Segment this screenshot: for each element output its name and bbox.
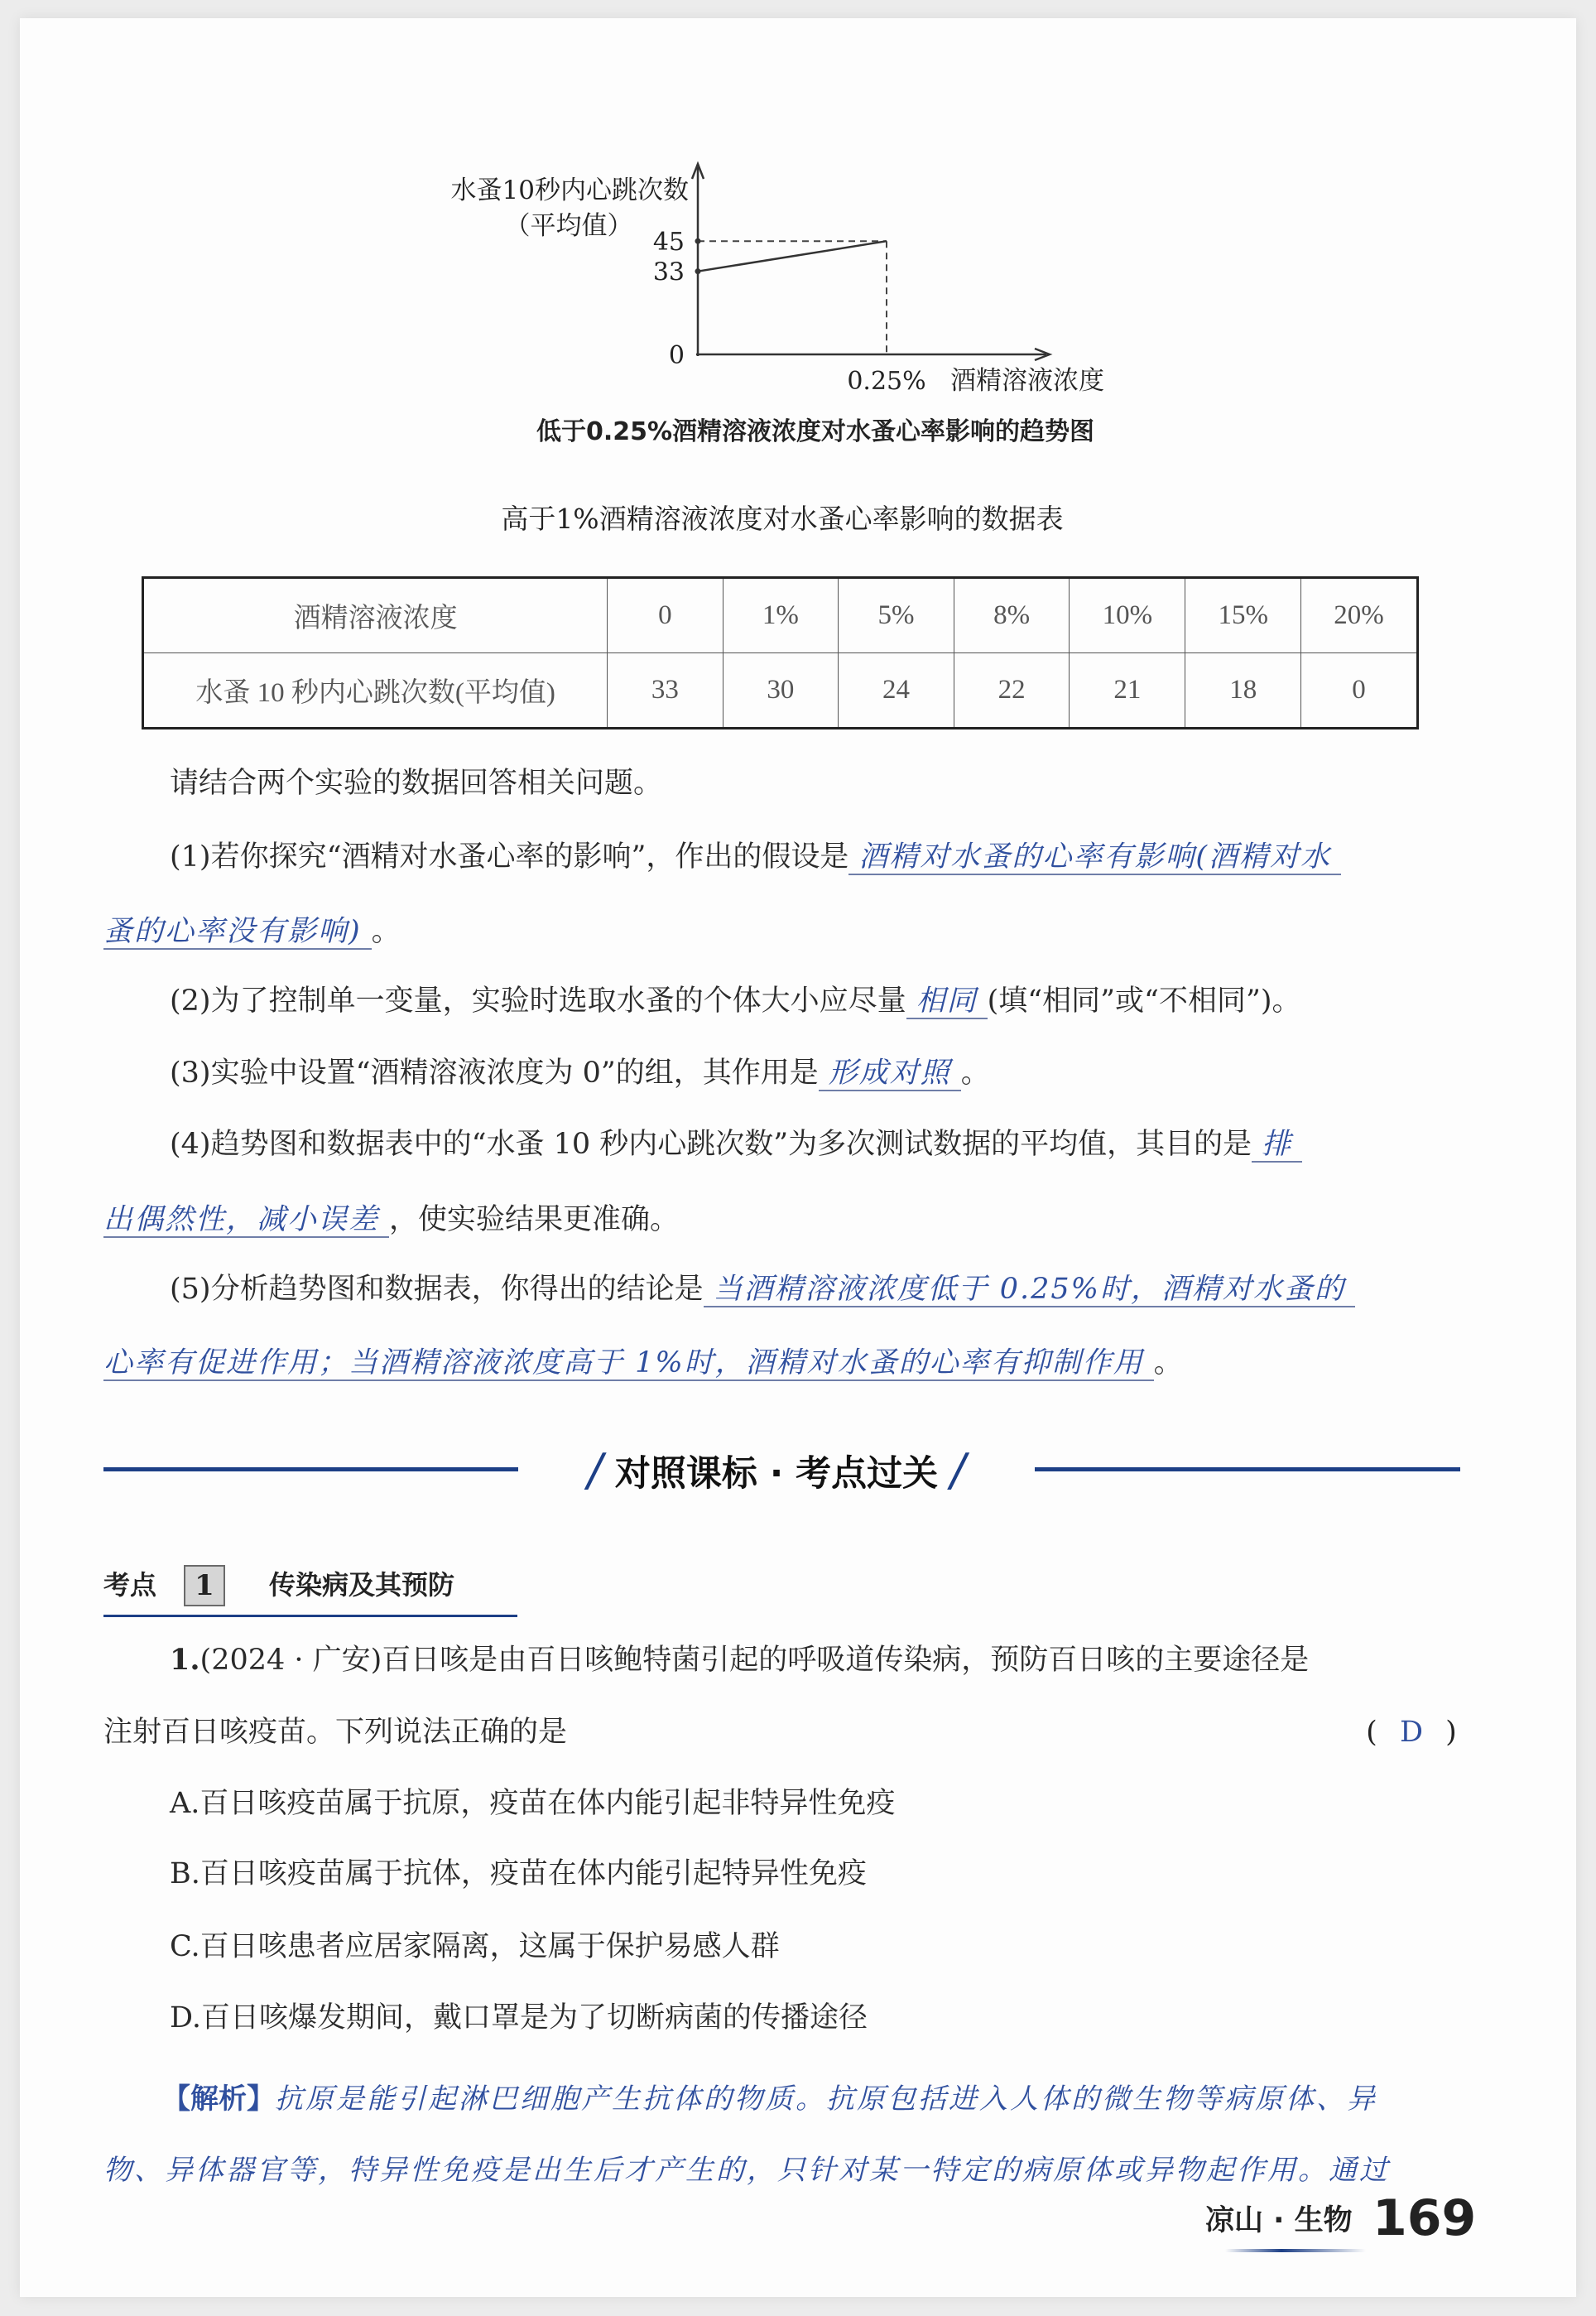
- question-2: [170, 983, 1301, 1019]
- question-5-text: (5)分析趋势图和数据表，你得出的结论是: [170, 1273, 704, 1306]
- question-5-continued: [103, 1345, 1183, 1381]
- table-cell: 10%: [1070, 578, 1185, 653]
- question-1-end: 。: [371, 915, 401, 948]
- question-2-text: (2)为了控制单一变量，实验时选取水蚤的个体大小应尽量: [170, 985, 906, 1018]
- question-1-text: (1)若你探究“酒精对水蚤心率的影响”，作出的假设是: [170, 840, 849, 874]
- question-4-text: (4)趋势图和数据表中的“水蚤 10 秒内心跳次数”为多次测试数据的平均值，其目的是: [170, 1128, 1252, 1161]
- y-tick-label: 45: [652, 228, 685, 258]
- chart-axes: [692, 164, 1050, 360]
- table-cell: 33: [608, 653, 723, 729]
- section-header: [518, 1445, 1035, 1496]
- mcq-option-d: D.百日咳爆发期间，戴口罩是为了切断病菌的传播途径: [170, 2001, 868, 2034]
- bracket-close: ): [1445, 1716, 1457, 1749]
- mcq-stem-text: (2024 · 广安)百日咳是由百日咳鲍特菌引起的呼吸道传染病，预防百日咳的主要途径是: [200, 1644, 1310, 1677]
- section-slash-right: /: [950, 1444, 966, 1496]
- question-2-answer: 相同: [906, 985, 988, 1019]
- table-title: 高于1%酒精溶液浓度对水蚤心率影响的数据表: [501, 503, 1064, 535]
- table-cell: 21: [1070, 653, 1185, 729]
- mcq-answer: D: [1399, 1716, 1424, 1749]
- section-title: 对照课标 · 考点过关: [614, 1453, 939, 1495]
- x-axis-title: 酒精溶液浓度: [950, 366, 1104, 396]
- x-tick-label: 0.25%: [847, 367, 926, 396]
- kaodian-number: 1: [184, 1565, 225, 1606]
- section-slash-left: /: [587, 1444, 603, 1496]
- question-1-continued: [103, 913, 401, 950]
- table-cell: 酒精溶液浓度: [143, 578, 608, 653]
- table-cell: 8%: [954, 578, 1070, 653]
- table-cell: 15%: [1185, 578, 1301, 653]
- mcq-option-c: C.百日咳患者应居家隔离，这属于保护易感人群: [170, 1930, 780, 1963]
- table-cell: 24: [839, 653, 954, 729]
- table-header-row: [143, 578, 1418, 653]
- table-cell: 30: [723, 653, 839, 729]
- question-4-answer-continued: 出偶然性，减小误差: [103, 1203, 389, 1238]
- kaodian-topic: 传染病及其预防: [269, 1569, 455, 1601]
- table-cell: 5%: [839, 578, 954, 653]
- questions-intro: 请结合两个实验的数据回答相关问题。: [170, 767, 663, 800]
- question-5: [170, 1271, 1355, 1307]
- page-number: 169: [1372, 2189, 1477, 2247]
- question-2-end: (填“相同”或“不相同”)。: [987, 985, 1301, 1018]
- data-table: [142, 576, 1419, 729]
- mcq-option-b: B.百日咳疫苗属于抗体，疫苗在体内能引起特异性免疫: [170, 1857, 867, 1890]
- footer-region-subject: 凉山 · 生物: [1205, 2204, 1353, 2237]
- trend-line: [698, 241, 887, 271]
- table-cell: 18: [1185, 653, 1301, 729]
- table-cell: 0: [1301, 653, 1418, 729]
- chart-caption: 低于0.25%酒精溶液浓度对水蚤心率影响的趋势图: [536, 417, 1095, 446]
- table-cell: 22: [954, 653, 1070, 729]
- mcq-answer-bracket: [1358, 1714, 1465, 1750]
- question-3-end: 。: [960, 1057, 990, 1090]
- mcq-stem-continued: 注射百日咳疫苗。下列说法正确的是: [103, 1716, 568, 1749]
- footer-decoration: [1225, 2249, 1366, 2252]
- kaodian-label: 考点: [103, 1569, 157, 1601]
- y-axis-subtitle: （平均值）: [504, 211, 633, 241]
- table-row: [143, 653, 1418, 729]
- mcq-number: 1.: [170, 1643, 200, 1677]
- question-5-end: 。: [1153, 1346, 1183, 1379]
- question-3: [170, 1055, 990, 1091]
- mcq-option-a: A.百日咳疫苗属于抗原，疫苗在体内能引起非特异性免疫: [170, 1787, 896, 1820]
- y-tick-dot: [695, 268, 701, 274]
- y-tick-label: 0: [668, 341, 685, 370]
- mcq-stem: [170, 1642, 1309, 1678]
- analysis-text: 抗原是能引起淋巴细胞产生抗体的物质。抗原包括进入人体的微生物等病原体、异: [275, 2082, 1377, 2116]
- analysis: [162, 2081, 1377, 2117]
- question-1-answer: 酒精对水蚤的心率有影响(酒精对水: [848, 840, 1341, 875]
- bracket-open: (: [1366, 1716, 1377, 1749]
- question-4-end: ，使实验结果更准确。: [389, 1203, 680, 1236]
- question-5-answer: 当酒精溶液浓度低于 0.25%时，酒精对水蚤的: [704, 1273, 1355, 1307]
- table-cell: 0: [608, 578, 723, 653]
- question-3-answer: 形成对照: [819, 1057, 961, 1091]
- analysis-label: 【解析】: [162, 2082, 275, 2116]
- table-cell: 水蚤 10 秒内心跳次数(平均值): [143, 653, 608, 729]
- question-4-answer: 排: [1252, 1128, 1302, 1163]
- y-axis-title: 水蚤10秒内心跳次数: [450, 176, 689, 205]
- trend-chart: [397, 149, 1159, 397]
- table-cell: 20%: [1301, 578, 1418, 653]
- question-4: [170, 1126, 1302, 1163]
- question-5-answer-continued: 心率有促进作用；当酒精溶液浓度高于 1%时，酒精对水蚤的心率有抑制作用: [103, 1346, 1154, 1381]
- y-tick-dot: [695, 238, 701, 244]
- analysis-continued: 物、异体器官等，特异性免疫是出生后才产生的，只针对某一特定的病原体或异物起作用。通过: [103, 2154, 1390, 2187]
- question-4-continued: [103, 1201, 679, 1238]
- table-cell: 1%: [723, 578, 839, 653]
- question-1: [170, 839, 1341, 875]
- kaodian-underline: [103, 1615, 517, 1617]
- y-tick-label: 33: [652, 258, 685, 287]
- question-3-text: (3)实验中设置“酒精溶液浓度为 0”的组，其作用是: [170, 1057, 819, 1090]
- question-1-answer-continued: 蚤的心率没有影响): [103, 915, 372, 950]
